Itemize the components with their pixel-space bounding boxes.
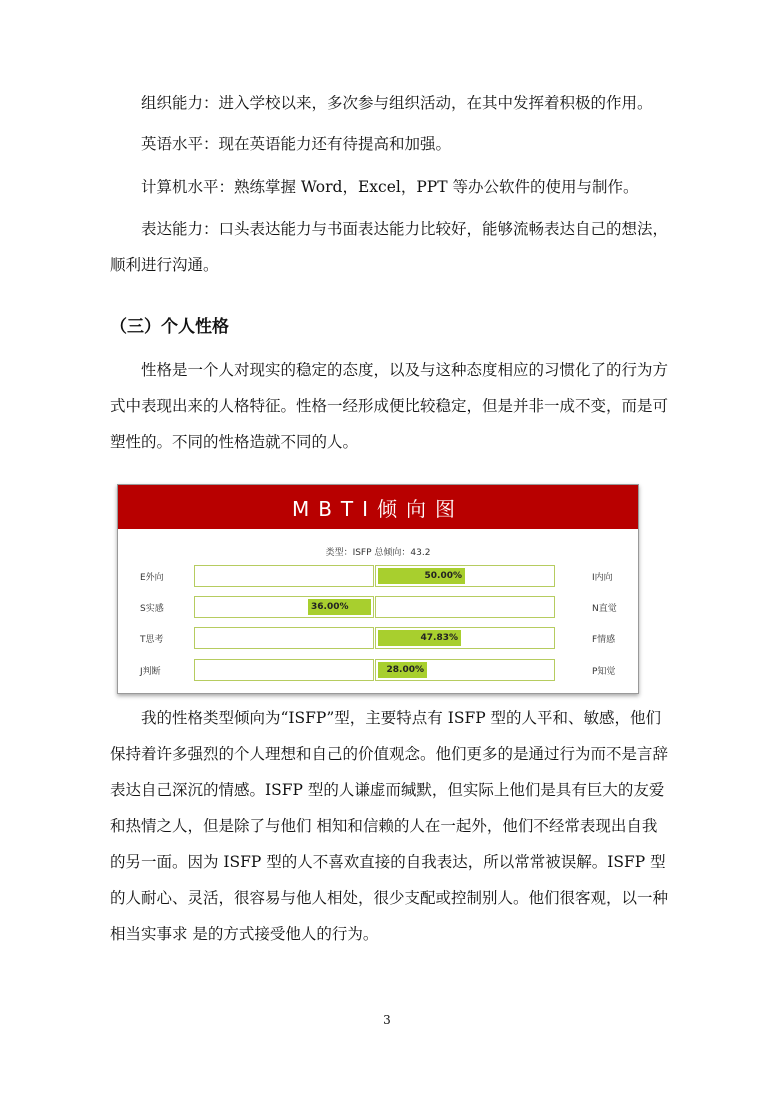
mbti-right-track — [375, 659, 555, 681]
mbti-left-label: J判断 — [140, 667, 161, 677]
mbti-left-track — [194, 596, 374, 618]
mbti-chart-subtitle: 类型：ISFP 总倾向：43.2 — [325, 548, 431, 558]
english-level-paragraph: 英语水平：现在英语能力还有待提高和加强。 — [141, 135, 452, 153]
mbti-left-track — [194, 659, 374, 681]
analysis-paragraph: 我的性格类型倾向为“ISFP”型，主要特点有 ISFP 型的人平和、敏感，他们保持着许多强烈的个人理想和自己的价值观念。他们更多的是通过行为而不是言辞表达自己深沉的情感。ISFP 型的人谦虚而缄默，但实际上他们是具有巨大的友爱和热情之人，但是除了与他们 相知和信赖的人在一起外，他们不经常表现出自我的另一面。因为 ISFP 型的人不喜欢直接的自我表达，所以常常被误解。ISFP 型的人耐心、灵活，很容易与他人相处，很少支配或控制别人。他们很客观，以一种相当实事求 是的方式接受他人的行为。 — [110, 709, 669, 943]
mbti-bar-value: 47.83% — [420, 633, 458, 643]
mbti-bar-fill — [308, 599, 371, 615]
mbti-right-track — [375, 627, 555, 649]
mbti-bar-value: 50.00% — [424, 571, 462, 581]
mbti-row-sn — [118, 596, 638, 618]
mbti-bar-fill — [378, 662, 427, 678]
mbti-bar-fill — [378, 630, 461, 646]
mbti-chart — [117, 484, 639, 694]
mbti-left-label: T思考 — [140, 635, 164, 645]
mbti-bar-value: 36.00% — [311, 602, 349, 612]
organization-skill-paragraph: 组织能力：进入学校以来，多次参与组织活动，在其中发挥着积极的作用。 — [141, 94, 653, 112]
mbti-right-track — [375, 596, 555, 618]
personality-intro-paragraph: 性格是一个人对现实的稳定的态度，以及与这种态度相应的习惯化了的行为方式中表现出来的人格特征。性格一经形成便比较稳定，但是并非一成不变，而是可塑性的。不同的性格造就不同的人。 — [110, 361, 669, 451]
mbti-row-tf — [118, 627, 638, 649]
section-heading: （三）个人性格 — [110, 317, 229, 337]
mbti-row-ei — [118, 565, 638, 587]
mbti-left-track — [194, 565, 374, 587]
mbti-right-label: P知觉 — [592, 667, 616, 677]
mbti-right-label: I内向 — [592, 573, 613, 583]
mbti-bar-fill — [378, 568, 465, 584]
mbti-left-label: E外向 — [140, 573, 164, 583]
mbti-bar-value: 28.00% — [386, 665, 424, 675]
page-number: 3 — [383, 1013, 391, 1027]
mbti-right-label: N直觉 — [592, 604, 617, 614]
mbti-left-label: S实感 — [140, 604, 164, 614]
expression-skill-paragraph: 表达能力：口头表达能力与书面表达能力比较好，能够流畅表达自己的想法，顺利进行沟通。 — [110, 220, 669, 274]
mbti-left-track — [194, 627, 374, 649]
mbti-chart-title: MBTI倾向图 — [118, 485, 638, 529]
mbti-right-track — [375, 565, 555, 587]
mbti-right-label: F情感 — [592, 635, 616, 645]
computer-level-paragraph: 计算机水平：熟练掌握 Word，Excel，PPT 等办公软件的使用与制作。 — [141, 178, 639, 196]
mbti-row-jp — [118, 659, 638, 681]
